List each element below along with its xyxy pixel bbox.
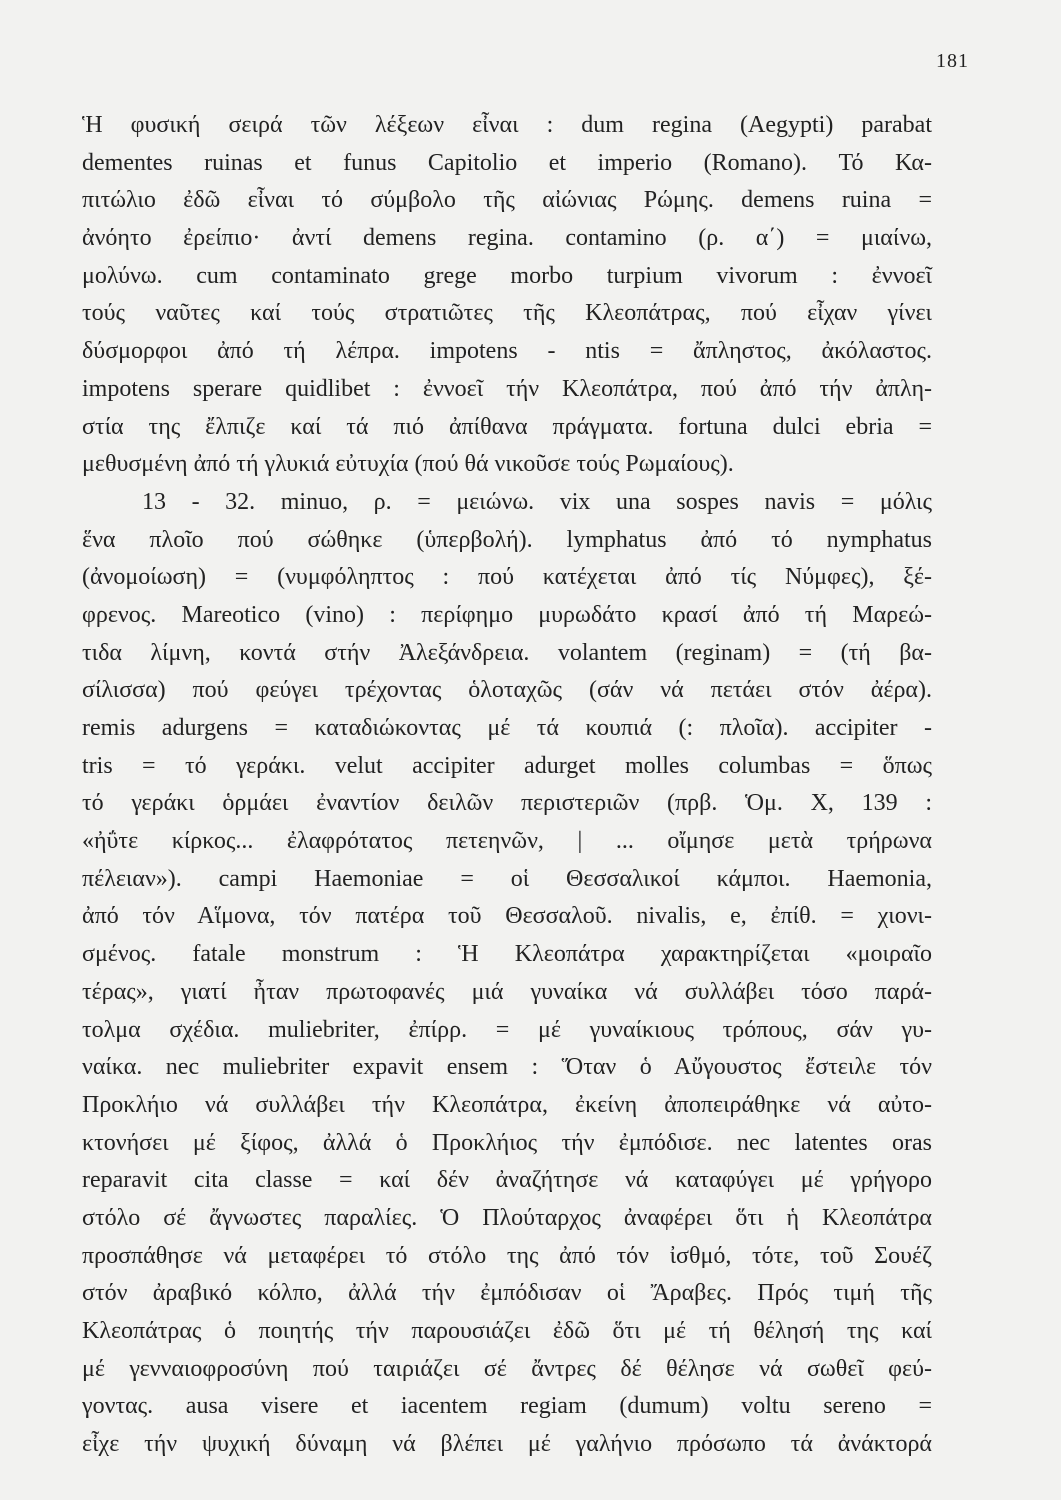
text-line: σίλισσα) πού φεύγει τρέχοντας ὁλοταχῶς (σάν νά πετάει στόν ἀέρα). [82, 677, 932, 704]
text-line: κτονήσει μέ ξίφος, ἀλλά ὁ Προκλήιος τήν ἐμπόδισε. nec latentes oras [82, 1129, 932, 1156]
text-line: «ἠΰτε κίρκος... ἐλαφρότατος πετεηνῶν, | ... οἴμησε μετὰ τρήρωνα [82, 828, 932, 855]
text-line: στία της ἔλπιζε καί τά πιό ἀπίθανα πράγματα. fortuna dulci ebria = [82, 413, 932, 440]
text-line: τέρας», γιατί ἦταν πρωτοφανές μιά γυναίκα νά συλλάβει τόσο παρά- [82, 978, 932, 1005]
text-line: ἕνα πλοῖο πού σώθηκε (ὑπερβολή). lymphatus ἀπό τό nymphatus [82, 526, 932, 553]
text-line: remis adurgens = καταδιώκοντας μέ τά κουπιά (: πλοῖα). accipiter - [82, 715, 932, 741]
text-line: μεθυσμένη ἀπό τή γλυκιά εὐτυχία (πού θά νικοῦσε τούς Ρωμαίους). [82, 451, 734, 478]
text-line: ἀπό τόν Αἵμονα, τόν πατέρα τοῦ Θεσσαλοῦ. nivalis, e, ἐπίθ. = χιονι- [82, 903, 932, 930]
commentary-text [82, 107, 932, 1464]
text-line: tris = τό γεράκι. velut accipiter adurget molles columbas = ὅπως [82, 752, 932, 779]
text-line: τούς ναῦτες καί τούς στρατιῶτες τῆς Κλεοπάτρας, πού εἶχαν γίνει [82, 300, 932, 327]
text-line: προσπάθησε νά μεταφέρει τό στόλο της ἀπό τόν ἰσθμό, τότε, τοῦ Σουέζ [82, 1242, 932, 1269]
text-line: στόν ἀραβικό κόλπο, ἀλλά τήν ἐμπόδισαν οἱ Ἄραβες. Πρός τιμή τῆς [82, 1280, 932, 1307]
text-line: στόλο σέ ἄγνωστες παραλίες. Ὁ Πλούταρχος ἀναφέρει ὅτι ἡ Κλεοπάτρα [82, 1204, 932, 1231]
text-line: Προκλήιο νά συλλάβει τήν Κλεοπάτρα, ἐκείνη ἀποπειράθηκε νά αὐτο- [82, 1091, 932, 1118]
text-line: ἀνόητο ἐρείπιο· ἀντί demens regina. contamino (ρ. α΄) = μιαίνω, [82, 225, 932, 252]
text-line: εἶχε τήν ψυχική δύναμη νά βλέπει μέ γαλήνιο πρόσωπο τά ἀνάκτορά [82, 1431, 932, 1458]
text-line: φρενος. Mareotico (vino) : περίφημο μυρωδάτο κρασί ἀπό τή Μαρεώ- [82, 601, 932, 628]
section-heading-line: 13 - 32. minuo, ρ. = μειώνω. vix una sospes navis = μόλις [142, 488, 932, 515]
text-line: πιτώλιο ἐδῶ εἶναι τό σύμβολο τῆς αἰώνιας Ρώμης. demens ruina = [82, 187, 932, 214]
text-line: reparavit cita classe = καί δέν ἀναζήτησε νά καταφύγει μέ γρήγορο [82, 1167, 932, 1194]
text-line: ναίκα. nec muliebriter expavit ensem : Ὅταν ὁ Αὔγουστος ἔστειλε τόν [82, 1054, 932, 1081]
text-line: τιδα λίμνη, κοντά στήν Ἀλεξάνδρεια. volantem (reginam) = (τή βα- [82, 639, 932, 666]
text-line: τό γεράκι ὁρμάει ἐναντίον δειλῶν περιστεριῶν (πρβ. Ὁμ. Χ, 139 : [82, 790, 932, 817]
text-line: impotens sperare quidlibet : ἐννοεῖ τήν Κλεοπάτρα, πού ἀπό τήν ἀπλη- [82, 375, 932, 402]
text-line: dementes ruinas et funus Capitolio et imperio (Romano). Τό Κα- [82, 149, 932, 176]
text-line: Ἡ φυσική σειρά τῶν λέξεων εἶναι : dum regina (Aegypti) parabat [82, 112, 932, 138]
text-line: γοντας. ausa visere et iacentem regiam (dumum) voltu sereno = [82, 1393, 932, 1420]
text-line: σμένος. fatale monstrum : Ἡ Κλεοπάτρα χαρακτηρίζεται «μοιραῖο [82, 941, 932, 968]
text-line: πέλειαν»). campi Haemoniae = οἱ Θεσσαλικοί κάμποι. Haemonia, [82, 865, 932, 892]
text-line: τολμα σχέδια. muliebriter, ἐπίρρ. = μέ γυναίκιους τρόπους, σάν γυ- [82, 1016, 932, 1043]
text-line: μολύνω. cum contaminato grege morbo turpium vivorum : ἐννοεῖ [82, 262, 932, 289]
text-line: Κλεοπάτρας ὁ ποιητής τήν παρουσιάζει ἐδῶ ὅτι μέ τή θέλησή της καί [82, 1318, 932, 1344]
text-line: (ἀνομοίωση) = (νυμφόληπτος : πού κατέχεται ἀπό τίς Νύμφες), ξέ- [82, 564, 932, 591]
page-number: 181 [936, 50, 969, 72]
text-line: μέ γενναιοφροσύνη πού ταιριάζει σέ ἄντρες δέ θέλησε νά σωθεῖ φεύ- [82, 1355, 932, 1382]
text-line: δύσμορφοι ἀπό τή λέπρα. impotens - ntis = ἄπληστος, ἀκόλαστος. [82, 338, 932, 365]
